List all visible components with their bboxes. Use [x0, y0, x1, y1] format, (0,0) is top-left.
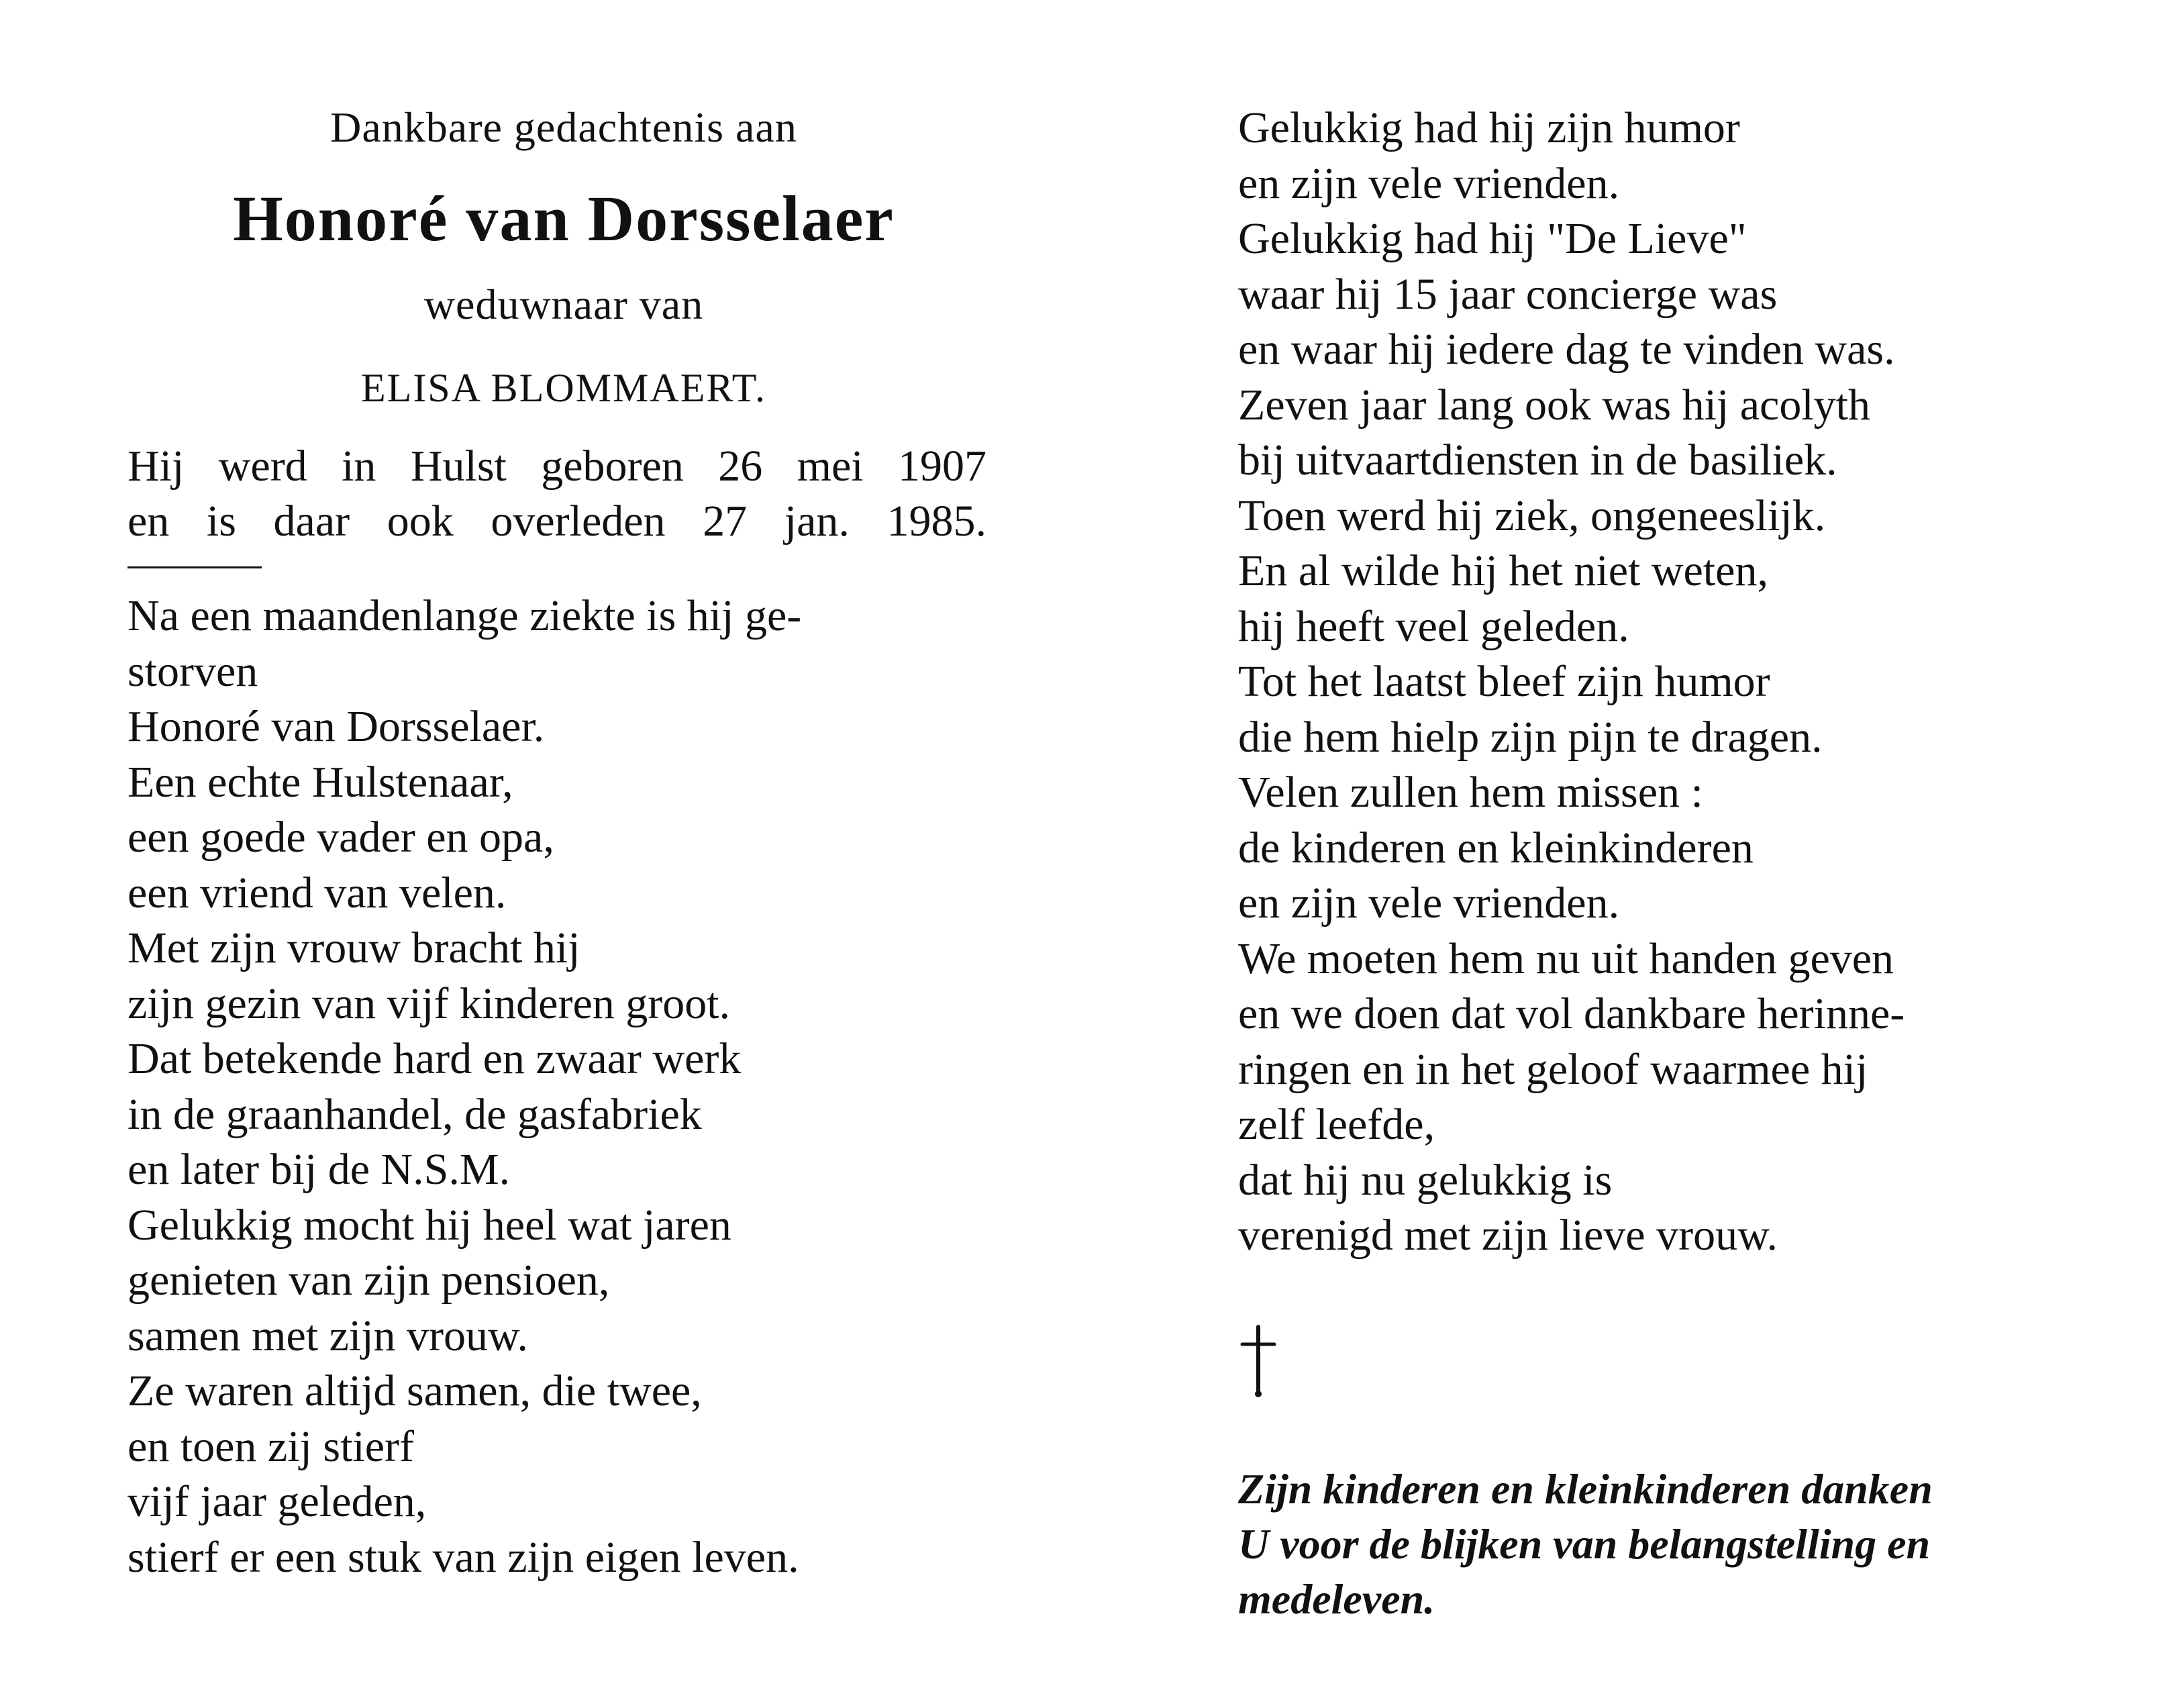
poem-left-line: Honoré van Dorsselaer. — [128, 702, 545, 751]
poem-left-line: stierf er een stuk van zijn eigen leven. — [128, 1532, 799, 1582]
poem-right-line: Gelukkig had hij "De Lieve" — [1238, 214, 1747, 263]
poem-right-line: waar hij 15 jaar concierge was — [1238, 269, 1778, 319]
poem-left-line: samen met zijn vrouw. — [128, 1311, 528, 1360]
poem-left-line: een goede vader en opa, — [128, 813, 554, 862]
thanks-line: medeleven. — [1238, 1574, 1435, 1623]
death-line: en is daar ook overleden 27 jan. 1985. — [128, 497, 986, 546]
poem-left-line: Gelukkig mocht hij heel wat jaren — [128, 1200, 731, 1250]
poem-right-line: de kinderen en kleinkinderen — [1238, 823, 1754, 872]
poem-right-line: en we doen dat vol dankbare herinne- — [1238, 989, 1905, 1038]
poem-right-line: en zijn vele vrienden. — [1238, 878, 1620, 927]
poem-left-line: een vriend van velen. — [128, 868, 507, 917]
birth-line: Hij werd in Hulst geboren 26 mei 1907 — [128, 442, 986, 491]
life-dates — [128, 439, 986, 549]
thanks-line: U voor de blijken van belangstelling en — [1238, 1519, 1931, 1568]
poem-left-line: Met zijn vrouw bracht hij — [128, 923, 580, 972]
poem-right-line: en zijn vele vrienden. — [1238, 158, 1620, 208]
poem-left — [128, 589, 1007, 1585]
poem-right-line: Zeven jaar lang ook was hij acolyth — [1238, 380, 1871, 430]
poem-right-line: Tot het laatst bleef zijn humor — [1238, 657, 1770, 706]
poem-right-line: Toen werd hij ziek, ongeneeslijk. — [1238, 491, 1826, 540]
poem-left-line: vijf jaar geleden, — [128, 1477, 427, 1526]
poem-right-line: en waar hij iedere dag te vinden was. — [1238, 325, 1895, 374]
poem-right-line: zelf leefde, — [1238, 1100, 1435, 1149]
poem-left-line: en later bij de N.S.M. — [128, 1145, 511, 1194]
thanks-line: Zijn kinderen en kleinkinderen danken — [1238, 1464, 1933, 1513]
poem-right-line: Velen zullen hem missen : — [1238, 768, 1703, 817]
poem-right-line: die hem hielp zijn pijn te dragen. — [1238, 712, 1823, 762]
poem-right-line: hij heeft veel geleden. — [1238, 601, 1629, 651]
divider-rule — [128, 566, 262, 568]
poem-right-line: bij uitvaartdiensten in de basiliek. — [1238, 436, 1837, 485]
poem-left-line: en toen zij stierf — [128, 1421, 415, 1471]
poem-left-line: Ze waren altijd samen, die twee, — [128, 1366, 702, 1415]
poem-left-line: Dat betekende hard en zwaar werk — [128, 1034, 742, 1083]
thanks-message — [1238, 1462, 2104, 1627]
poem-right-line: Gelukkig had hij zijn humor — [1238, 103, 1740, 152]
poem-right-line: verenigd met zijn lieve vrouw. — [1238, 1211, 1778, 1260]
poem-left-line: Een echte Hulstenaar, — [128, 757, 513, 807]
widower-label: weduwnaar van — [423, 281, 704, 328]
poem-right-line: En al wilde hij het niet weten, — [1238, 546, 1768, 595]
intro-text: Dankbare gedachtenis aan — [330, 103, 797, 151]
poem-left-line: zijn gezin van vijf kinderen groot. — [128, 978, 731, 1028]
poem-right-line: ringen en in het geloof waarmee hij — [1238, 1044, 1868, 1094]
deceased-name: Honoré van Dorsselaer — [233, 183, 895, 254]
poem-left-line: Na een maandenlange ziekte is hij ge- — [128, 591, 802, 640]
poem-left-line: genieten van zijn pensioen, — [128, 1256, 610, 1305]
right-column — [1238, 101, 2111, 1627]
latin-cross-icon — [1238, 1324, 1278, 1398]
poem-right — [1238, 101, 2111, 1264]
spouse-name: ELISA BLOMMAERT. — [361, 366, 766, 410]
poem-right-line: dat hij nu gelukkig is — [1238, 1155, 1613, 1205]
poem-left-line: storven — [128, 646, 258, 696]
poem-right-line: We moeten hem nu uit handen geven — [1238, 934, 1894, 983]
poem-left-line: in de graanhandel, de gasfabriek — [128, 1089, 702, 1139]
left-column — [128, 101, 1007, 1585]
